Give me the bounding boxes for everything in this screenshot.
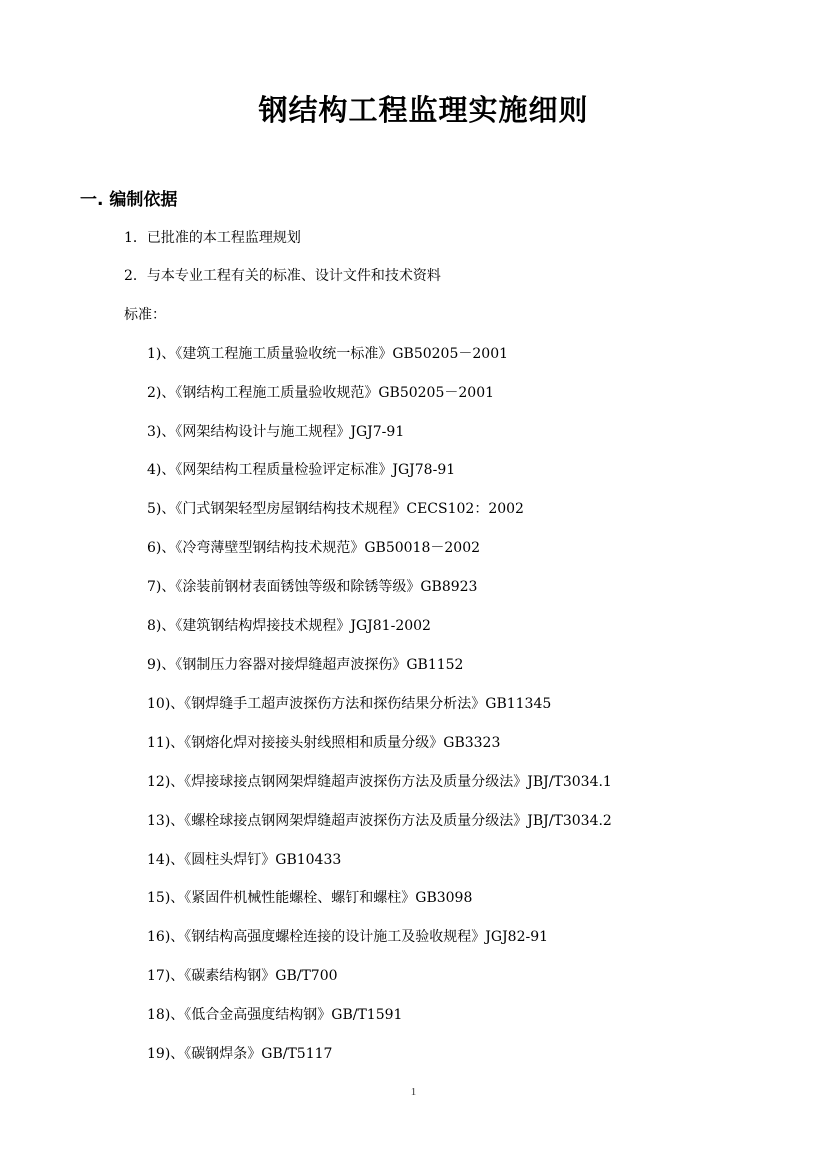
- standard-item: 15)、《紧固件机械性能螺栓、螺钉和螺柱》GB3098: [147, 890, 473, 906]
- standard-item: 19)、《碳钢焊条》GB/T5117: [147, 1046, 333, 1062]
- page-number: 1: [410, 1086, 417, 1098]
- standard-item: 4)、《网架结构工程质量检验评定标准》JGJ78-91: [147, 462, 456, 478]
- standard-item: 13)、《螺栓球接点钢网架焊缝超声波探伤方法及质量分级法》JBJ/T3034.2: [147, 813, 612, 829]
- standard-item: 9)、《钢制压力容器对接焊缝超声波探伤》GB1152: [147, 657, 464, 673]
- standards-label: 标准：: [124, 307, 166, 323]
- basis-item: 1．已批准的本工程监理规划: [124, 230, 301, 246]
- standard-item: 5)、《门式钢架轻型房屋钢结构技术规程》CECS102：2002: [147, 501, 524, 517]
- standard-item: 3)、《网架结构设计与施工规程》JGJ7-91: [147, 424, 405, 440]
- standard-item: 17)、《碳素结构钢》GB/T700: [147, 968, 338, 984]
- document-title: 钢结构工程监理实施细则: [258, 93, 589, 127]
- standard-item: 18)、《低合金高强度结构钢》GB/T1591: [147, 1007, 403, 1023]
- standard-item: 2)、《钢结构工程施工质量验收规范》GB50205－2001: [147, 385, 495, 401]
- standard-item: 10)、《钢焊缝手工超声波探伤方法和探伤结果分析法》GB11345: [147, 696, 552, 712]
- basis-item: 2．与本专业工程有关的标准、设计文件和技术资料: [124, 268, 441, 284]
- standard-item: 8)、《建筑钢结构焊接技术规程》JGJ81-2002: [147, 618, 431, 634]
- standard-item: 6)、《冷弯薄壁型钢结构技术规范》GB50018－2002: [147, 540, 481, 556]
- standard-item: 1)、《建筑工程施工质量验收统一标准》GB50205－2001: [147, 346, 509, 362]
- standard-item: 11)、《钢熔化焊对接接头射线照相和质量分级》GB3323: [147, 735, 501, 751]
- standard-item: 14)、《圆柱头焊钉》GB10433: [147, 852, 342, 868]
- section-heading: 一. 编制依据: [80, 190, 178, 210]
- standard-item: 7)、《涂装前钢材表面锈蚀等级和除锈等级》GB8923: [147, 579, 478, 595]
- standard-item: 12)、《焊接球接点钢网架焊缝超声波探伤方法及质量分级法》JBJ/T3034.1: [147, 774, 612, 790]
- standard-item: 16)、《钢结构高强度螺栓连接的设计施工及验收规程》JGJ82-91: [147, 929, 549, 945]
